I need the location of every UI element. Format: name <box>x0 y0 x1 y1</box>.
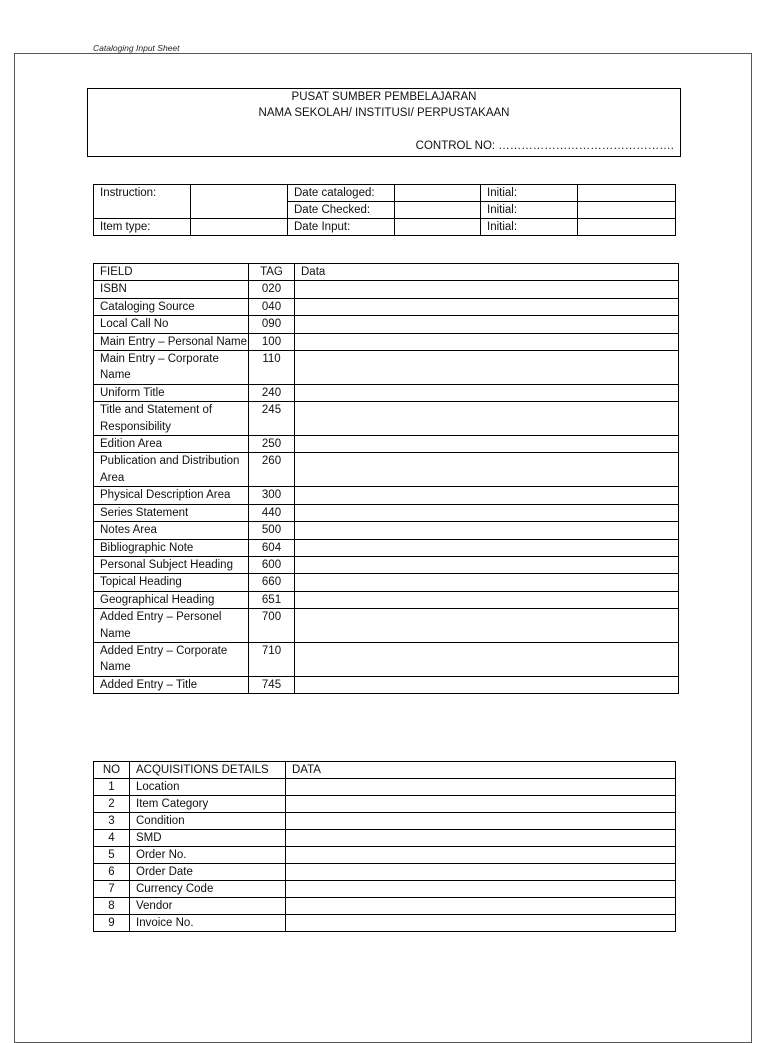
acq-data-column-header: DATA <box>286 762 676 779</box>
table-row <box>94 915 676 932</box>
field-name: Bibliographic Note <box>94 539 249 556</box>
acq-number: 8 <box>94 898 130 915</box>
field-data-cell[interactable] <box>295 591 679 608</box>
field-tag: 240 <box>249 384 295 401</box>
field-name: Personal Subject Heading <box>94 556 249 573</box>
date-cataloged-label: Date cataloged: <box>288 185 395 202</box>
acq-detail-label: Order No. <box>130 847 286 864</box>
field-name: Series Statement <box>94 504 249 521</box>
field-tag: 090 <box>249 316 295 333</box>
tag-column-header: TAG <box>249 264 295 281</box>
acq-detail-label: Vendor <box>130 898 286 915</box>
date-checked-value[interactable] <box>395 202 481 219</box>
acq-number: 1 <box>94 779 130 796</box>
table-row <box>94 351 679 385</box>
table-row <box>94 539 679 556</box>
table-row <box>94 487 679 504</box>
table-row <box>94 453 679 487</box>
field-name: Local Call No <box>94 316 249 333</box>
field-data-cell[interactable] <box>295 487 679 504</box>
field-tag: 300 <box>249 487 295 504</box>
table-row <box>94 384 679 401</box>
acq-number: 5 <box>94 847 130 864</box>
field-tag: 245 <box>249 402 295 436</box>
field-tag: 600 <box>249 556 295 573</box>
field-tag: 745 <box>249 676 295 693</box>
table-row <box>94 504 679 521</box>
table-row <box>94 402 679 436</box>
date-cataloged-value[interactable] <box>395 185 481 202</box>
field-tag: 500 <box>249 522 295 539</box>
acq-detail-label: Condition <box>130 813 286 830</box>
instruction-label: Instruction: <box>94 185 191 219</box>
initial-label: Initial: <box>481 219 578 236</box>
table-row <box>94 333 679 350</box>
field-tag: 250 <box>249 436 295 453</box>
acq-data-cell[interactable] <box>286 779 676 796</box>
control-number-field[interactable]: CONTROL NO: ………………………………………. <box>415 140 674 152</box>
acq-detail-label: Invoice No. <box>130 915 286 932</box>
field-name: ISBN <box>94 281 249 298</box>
table-row <box>94 281 679 298</box>
initial-label: Initial: <box>481 202 578 219</box>
field-data-cell[interactable] <box>295 574 679 591</box>
field-name: Main Entry – Corporate Name <box>94 351 249 385</box>
field-data-cell[interactable] <box>295 281 679 298</box>
table-row <box>94 316 679 333</box>
field-data-cell[interactable] <box>295 556 679 573</box>
field-tag: 700 <box>249 609 295 643</box>
field-data-cell[interactable] <box>295 384 679 401</box>
field-name: Added Entry – Personel Name <box>94 609 249 643</box>
field-name: Edition Area <box>94 436 249 453</box>
initial-value[interactable] <box>578 185 676 202</box>
instruction-value[interactable] <box>191 185 288 219</box>
field-tag: 040 <box>249 298 295 315</box>
acq-number: 9 <box>94 915 130 932</box>
acq-number: 2 <box>94 796 130 813</box>
field-name: Cataloging Source <box>94 298 249 315</box>
acq-detail-label: Order Date <box>130 864 286 881</box>
field-data-cell[interactable] <box>295 676 679 693</box>
field-tag: 440 <box>249 504 295 521</box>
initial-value[interactable] <box>578 219 676 236</box>
acq-number: 4 <box>94 830 130 847</box>
acq-data-cell[interactable] <box>286 830 676 847</box>
item-type-label: Item type: <box>94 219 191 236</box>
acq-data-cell[interactable] <box>286 898 676 915</box>
field-data-cell[interactable] <box>295 351 679 385</box>
field-tag: 604 <box>249 539 295 556</box>
acq-data-cell[interactable] <box>286 915 676 932</box>
field-data-cell[interactable] <box>295 453 679 487</box>
acq-number: 6 <box>94 864 130 881</box>
initial-value[interactable] <box>578 202 676 219</box>
acq-data-cell[interactable] <box>286 813 676 830</box>
field-name: Topical Heading <box>94 574 249 591</box>
field-data-cell[interactable] <box>295 609 679 643</box>
admin-table <box>93 184 676 236</box>
field-data-cell[interactable] <box>295 402 679 436</box>
field-name: Title and Statement of Responsibility <box>94 402 249 436</box>
table-row <box>94 796 676 813</box>
table-row <box>94 779 676 796</box>
table-row <box>94 847 676 864</box>
field-data-cell[interactable] <box>295 298 679 315</box>
acq-data-cell[interactable] <box>286 847 676 864</box>
data-column-header: Data <box>295 264 679 281</box>
acq-data-cell[interactable] <box>286 864 676 881</box>
acq-data-cell[interactable] <box>286 796 676 813</box>
table-row <box>94 642 679 676</box>
acq-data-cell[interactable] <box>286 881 676 898</box>
field-tag: 100 <box>249 333 295 350</box>
table-row <box>94 522 679 539</box>
field-name: Publication and Distribution Area <box>94 453 249 487</box>
date-checked-label: Date Checked: <box>288 202 395 219</box>
field-tag: 651 <box>249 591 295 608</box>
field-data-cell[interactable] <box>295 316 679 333</box>
acq-detail-label: Currency Code <box>130 881 286 898</box>
date-input-label: Date Input: <box>288 219 395 236</box>
field-tag: 660 <box>249 574 295 591</box>
institution-header <box>87 88 681 157</box>
field-tag: 110 <box>249 351 295 385</box>
header-title: PUSAT SUMBER PEMBELAJARAN <box>291 91 477 103</box>
table-row <box>94 298 679 315</box>
field-data-cell[interactable] <box>295 539 679 556</box>
field-name: Notes Area <box>94 522 249 539</box>
field-name: Geographical Heading <box>94 591 249 608</box>
table-row <box>94 813 676 830</box>
initial-label: Initial: <box>481 185 578 202</box>
table-row <box>94 591 679 608</box>
field-name: Added Entry – Title <box>94 676 249 693</box>
acq-detail-label: SMD <box>130 830 286 847</box>
table-row <box>94 898 676 915</box>
running-head: Cataloging Input Sheet <box>93 43 180 53</box>
header-subtitle: NAMA SEKOLAH/ INSTITUSI/ PERPUSTAKAAN <box>258 107 510 119</box>
acq-number: 3 <box>94 813 130 830</box>
table-row <box>94 574 679 591</box>
field-tag: 710 <box>249 642 295 676</box>
field-data-cell[interactable] <box>295 504 679 521</box>
table-row <box>94 436 679 453</box>
field-data-cell[interactable] <box>295 436 679 453</box>
field-name: Uniform Title <box>94 384 249 401</box>
field-data-cell[interactable] <box>295 522 679 539</box>
table-row <box>94 676 679 693</box>
table-row <box>94 864 676 881</box>
field-tag: 020 <box>249 281 295 298</box>
field-data-cell[interactable] <box>295 642 679 676</box>
field-name: Added Entry – Corporate Name <box>94 642 249 676</box>
table-row <box>94 609 679 643</box>
table-row <box>94 556 679 573</box>
table-row <box>94 830 676 847</box>
table-row <box>94 881 676 898</box>
field-tag: 260 <box>249 453 295 487</box>
acq-detail-label: Location <box>130 779 286 796</box>
acq-details-column-header: ACQUISITIONS DETAILS <box>130 762 286 779</box>
field-column-header: FIELD <box>94 264 249 281</box>
acq-number: 7 <box>94 881 130 898</box>
date-input-value[interactable] <box>395 219 481 236</box>
field-name: Physical Description Area <box>94 487 249 504</box>
marc-fields-table <box>93 263 679 694</box>
field-data-cell[interactable] <box>295 333 679 350</box>
item-type-value[interactable] <box>191 219 288 236</box>
field-name: Main Entry – Personal Name <box>94 333 249 350</box>
no-column-header: NO <box>94 762 130 779</box>
acq-detail-label: Item Category <box>130 796 286 813</box>
acquisitions-table <box>93 761 676 932</box>
